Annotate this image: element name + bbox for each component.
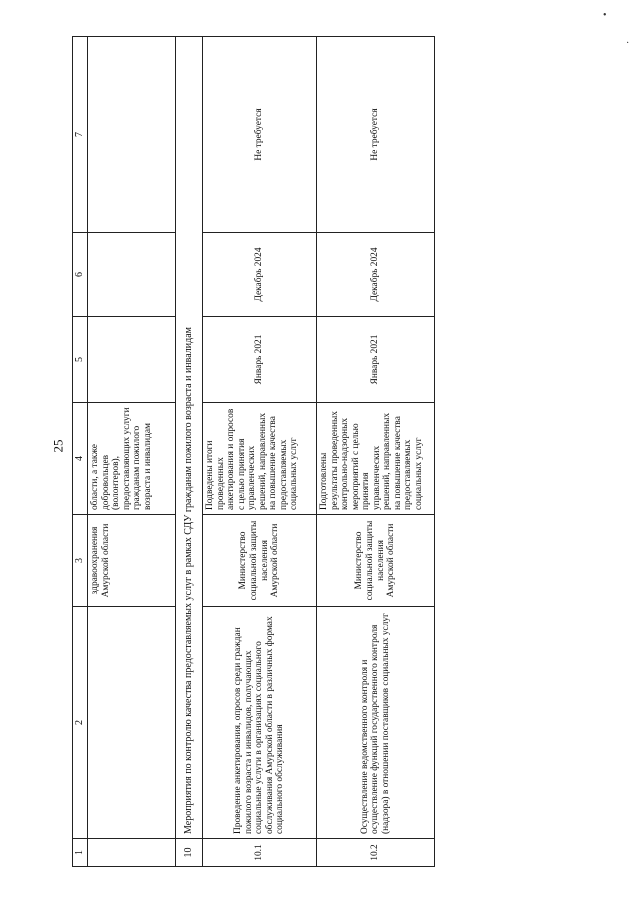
end-cell: Декабрь 2024 (203, 233, 317, 317)
start-cell (88, 317, 176, 403)
header-cell: 5 (73, 317, 88, 403)
scan-mark: • (603, 10, 607, 21)
event-cell (88, 607, 176, 839)
header-row (73, 37, 88, 867)
result-cell: области, а также добровольцев (волонтеров), предоставляющих услуги гражданам пожилого возраста и инвалидам (88, 403, 176, 515)
row-number: 10.1 (203, 839, 317, 867)
events-table (72, 36, 435, 867)
page-number: 25 (50, 439, 66, 453)
start-cell: Январь 2021 (317, 317, 435, 403)
funding-cell (88, 37, 176, 233)
funding-cell: Не требуется (317, 37, 435, 233)
header-cell: 6 (73, 233, 88, 317)
row-number: 10.2 (317, 839, 435, 867)
executor-cell: Министерство социальной защиты населения Амурской области (203, 515, 317, 607)
result-cell: Подведены итоги проведенных анкетирования и опросов с целью принятия управленческих решений, направленных на повышение качества предоставляемых социальных услуг (203, 403, 317, 515)
table-row (317, 37, 435, 867)
table-row (88, 37, 176, 867)
executor-cell: Министерство социальной защиты населения Амурской области (317, 515, 435, 607)
rotated-table-wrapper (72, 37, 428, 867)
header-cell: 4 (73, 403, 88, 515)
table-row (203, 37, 317, 867)
header-cell: 1 (73, 839, 88, 867)
header-cell: 2 (73, 607, 88, 839)
event-cell: Осуществление ведомственного контроля и осуществление функций государственного контроля (надзора) в отношении поставщиков социальных услуг (317, 607, 435, 839)
scan-mark: · (626, 38, 630, 49)
section-row (176, 37, 203, 867)
end-cell: Декабрь 2024 (317, 233, 435, 317)
header-cell: 7 (73, 37, 88, 233)
section-number: 10 (176, 839, 203, 867)
funding-cell: Не требуется (203, 37, 317, 233)
section-title: Мероприятия по контролю качества предоставляемых услуг в рамках СДУ гражданам пожилого возраста и инвалидам (176, 37, 203, 839)
result-cell: Подготовлены результаты проведенных контрольно-надзорных мероприятий с целью принятия управленческих решений, направленных на повышение качества предоставляемых социальных услуг (317, 403, 435, 515)
header-cell: 3 (73, 515, 88, 607)
row-number (88, 839, 176, 867)
end-cell (88, 233, 176, 317)
executor-cell: здравоохранения Амурской области (88, 515, 176, 607)
start-cell: Январь 2021 (203, 317, 317, 403)
event-cell: Проведение анкетирования, опросов среди граждан пожилого возраста и инвалидов, получающих социальные услуги в организациях социального обслуживания Амурской области в различных формах социального обслуживания (203, 607, 317, 839)
